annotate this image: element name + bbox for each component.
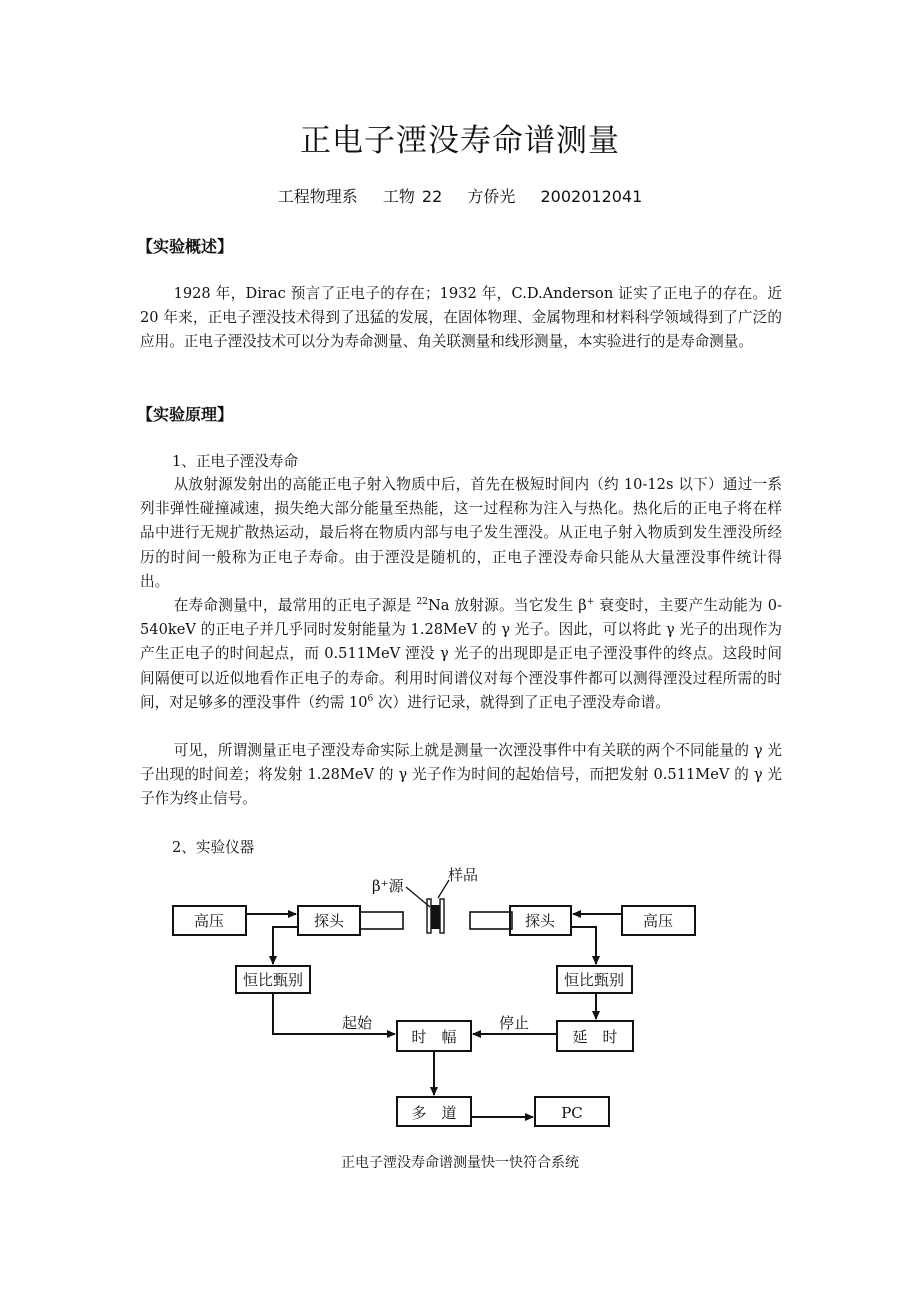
stop-signal-label: 停止 [499,1014,530,1032]
subsection-heading-lifetime: 1、正电子湮没寿命 [172,453,299,470]
mca-label: 多 道 [411,1104,457,1122]
arrow-probe-to-disc-right [571,927,596,964]
author-student-id: 2002012041 [540,187,643,206]
arrow-probe-to-disc-left [273,927,298,964]
section-heading-overview: 【实验概述】 [137,237,234,256]
disc-left-label: 恒比甄别 [242,971,304,989]
probe-right-tube [470,912,512,929]
diagram-caption: 正电子湮没寿命谱测量快一快符合系统 [341,1155,579,1171]
principle-paragraph-3: 可见，所谓测量正电子湮没寿命实际上就是测量一次湮没事件中有关联的两个不同能量的 γ 光子出现的时间差；将发射 1.28MeV 的 γ 光子作为时间的起始信号，而把发射 0.511MeV 的 γ 光子作为终止信号。 [140,742,782,808]
p2-sup-plus: + [586,597,595,608]
author-class: 工物 22 [382,187,443,206]
hv-right-label: 高压 [642,912,674,930]
overview-paragraph: 1928 年，Dirac 预言了正电子的存在；1932 年，C.D.Anderson 证实了正电子的存在。近 20 年来，正电子湮没技术得到了迅猛的发展，在固体物理、金属物理和材料科学领域得到了广泛的应用。正电子湮没技术可以分为寿命测量、角关联测量和线形测量，本实验进行的是寿命测量。 [140,285,782,351]
page-title: 正电子湮没寿命谱测量 [300,123,620,159]
p2-text-a: 在寿命测量中，最常用的正电子源是 [173,597,417,614]
arrow-disc-left-to-tac [273,993,395,1034]
author-department: 工程物理系 [277,187,358,206]
disc-right-label: 恒比甄别 [563,971,625,989]
probe-left-label: 探头 [313,912,345,930]
probe-left-tube [360,912,403,929]
p2-sup-mass-number: 22 [416,597,428,608]
source-core [432,906,439,928]
source-holder-right [440,899,444,933]
p2-text-b: Na 放射源。当它发生 β [427,597,587,614]
tac-label: 时 幅 [411,1028,457,1046]
principle-paragraph-1: 从放射源发射出的高能正电子射入物质中后，首先在极短时间内（约 10-12s 以下）通过一系列非弹性碰撞减速，损失绝大部分能量至热能，这一过程称为注入与热化。热化后的正电子将在样品中进行无规扩散热运动，最后将在物质内部与电子发生湮没。从正电子射入物质到发生湮没所经历的时间一般称为正电子寿命。由于湮没是随机的，正电子湮没寿命只能从大量湮没事件统计得出。 [140,476,782,590]
p2-text-c: 衰变时，主要产生动能为 0-540keV 的正电子并几乎同时发射能量为 1.28MeV 的 γ 光子。因此，可以将此 γ 光子的出现作为产生正电子的时间起点，而 0.511MeV 湮没 γ 光子的出现即是正电子湮没事件的终点。这段时间间隔便可以近似地看作正电子的寿命。利用时间谱仪对每个湮没事件都可以测得湮没过程所需的时间，对足够多的湮没事件（约需 10 [140,597,782,711]
pc-label: PC [561,1104,583,1122]
author-name: 方侨光 [467,187,516,206]
p2-text-d: 次）进行记录，就得到了正电子湮没寿命谱。 [373,693,670,711]
source-holder-left [427,899,431,933]
sample-label: 样品 [448,866,479,884]
section-heading-principle: 【实验原理】 [137,405,234,424]
source-leader-line [406,887,430,907]
subsection-heading-apparatus: 2、实验仪器 [172,839,255,856]
delay-label: 延 时 [572,1028,618,1046]
start-signal-label: 起始 [342,1014,373,1032]
p2-sup-exponent: 6 [367,693,374,704]
probe-right-label: 探头 [524,912,556,930]
hv-left-label: 高压 [193,912,225,930]
source-label: β⁺源 [372,877,404,895]
